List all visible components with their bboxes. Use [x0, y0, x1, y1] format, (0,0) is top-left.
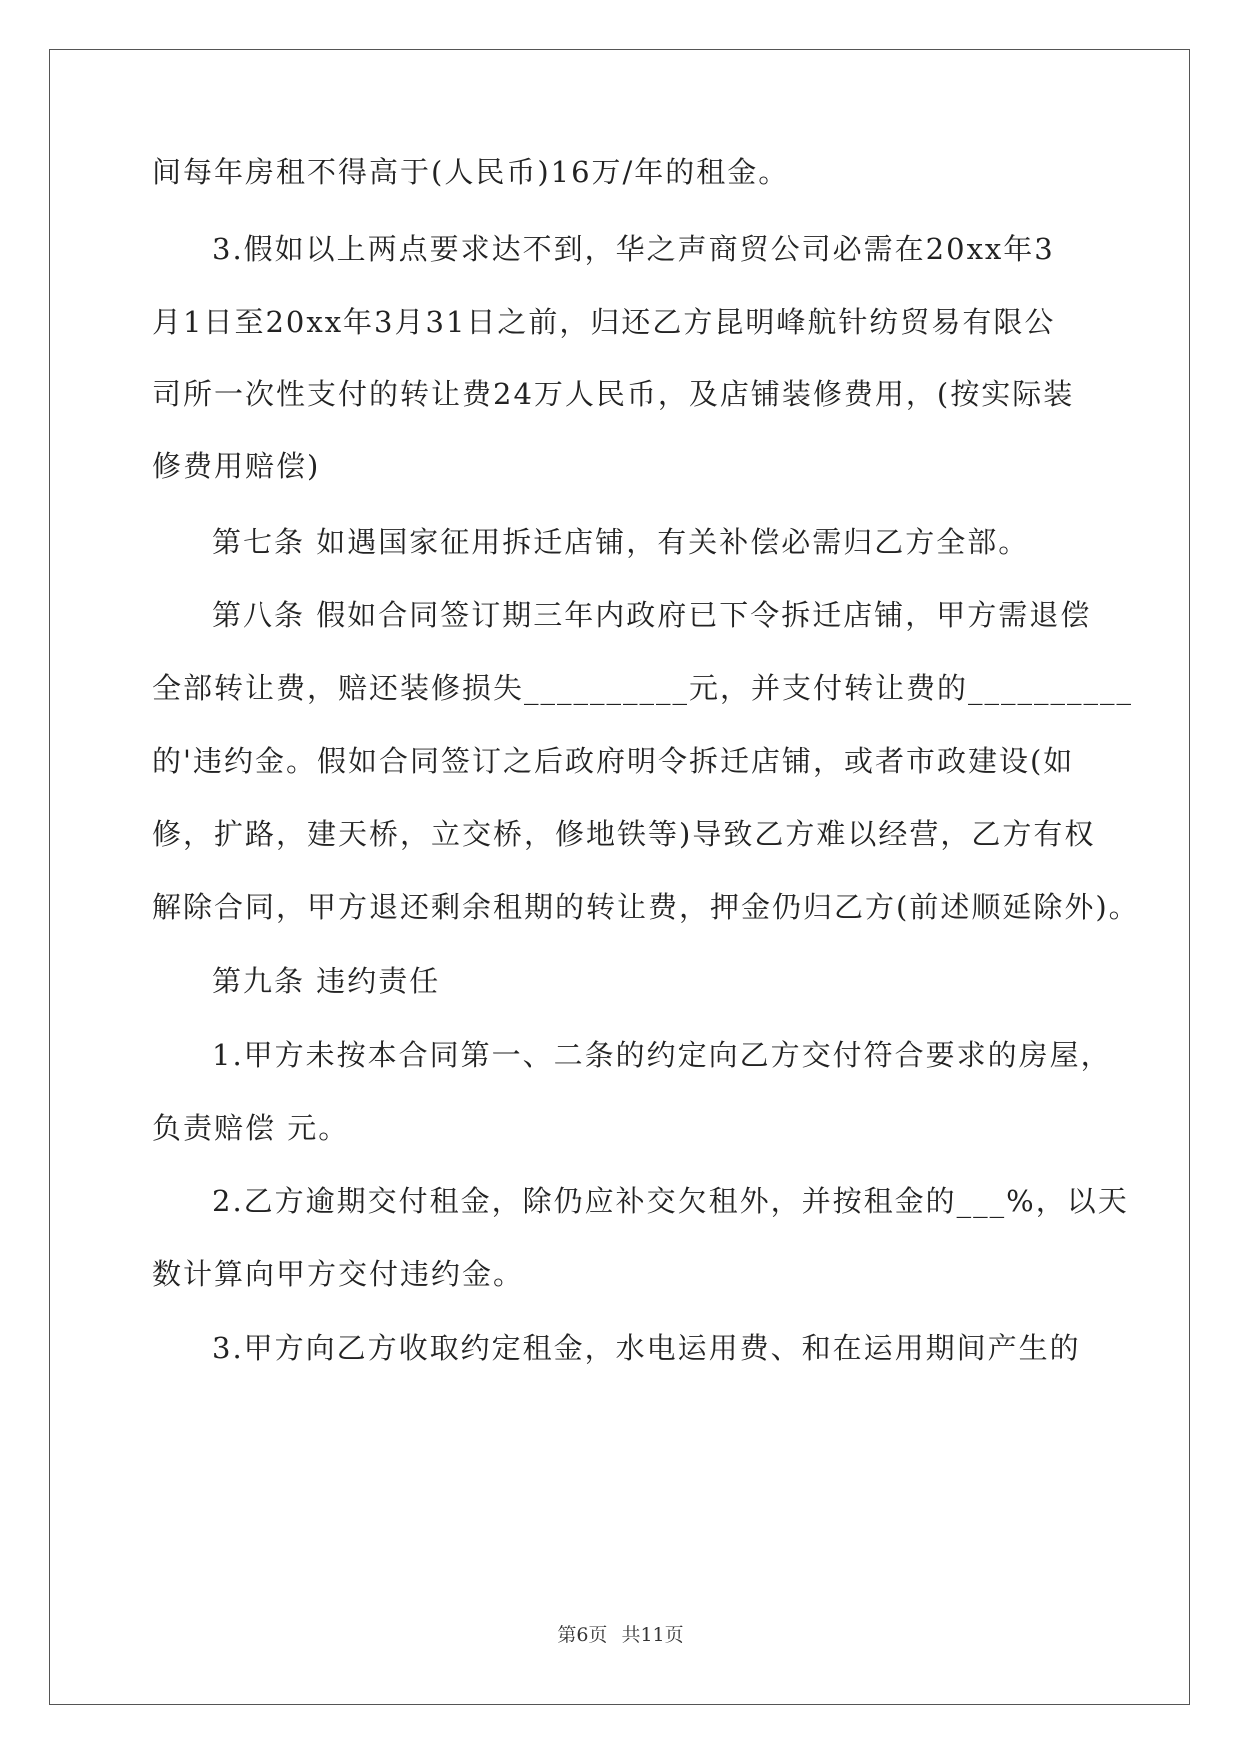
page-border: [49, 49, 1190, 1705]
paragraph-line: 司所一次性支付的转让费24万人民币，及店铺装修费用，(按实际装: [152, 377, 1075, 411]
paragraph-line: 第九条 违约责任: [212, 964, 441, 998]
page-number: 第6页: [557, 1624, 608, 1646]
paragraph-line: 负责赔偿 元。: [152, 1111, 350, 1145]
paragraph-line: 间每年房租不得高于(人民币)16万/年的租金。: [152, 155, 790, 189]
paragraph-line: 第七条 如遇国家征用拆迁店铺，有关补偿必需归乙方全部。: [212, 525, 1030, 559]
paragraph-line: 解除合同，甲方退还剩余租期的转让费，押金仍归乙方(前述顺延除外)。: [152, 890, 1140, 924]
page-footer: [0, 1623, 1241, 1647]
paragraph-line: 月1日至20xx年3月31日之前，归还乙方昆明峰航针纺贸易有限公: [152, 305, 1056, 339]
page-total: 共11页: [621, 1624, 684, 1646]
paragraph-line: 的'违约金。假如合同签订之后政府明令拆迁店铺，或者市政建设(如: [152, 744, 1075, 778]
paragraph-line: 3.甲方向乙方收取约定租金，水电运用费、和在运用期间产生的: [212, 1331, 1081, 1365]
paragraph-line: 修，扩路，建天桥，立交桥，修地铁等)导致乙方难以经营，乙方有权: [152, 817, 1096, 851]
paragraph-line: 数计算向甲方交付违约金。: [152, 1257, 525, 1291]
paragraph-line: 全部转让费，赔还装修损失__________元，并支付转让费的__________: [152, 671, 1134, 705]
paragraph-line: 2.乙方逾期交付租金，除仍应补交欠租外，并按租金的___%，以天: [212, 1184, 1129, 1218]
paragraph-line: 1.甲方未按本合同第一、二条的约定向乙方交付符合要求的房屋，: [212, 1038, 1112, 1072]
paragraph-line: 第八条 假如合同签订期三年内政府已下令拆迁店铺，甲方需退偿: [212, 598, 1092, 632]
paragraph-line: 3.假如以上两点要求达不到，华之声商贸公司必需在20xx年3: [212, 232, 1055, 266]
paragraph-line: 修费用赔偿): [152, 449, 321, 483]
